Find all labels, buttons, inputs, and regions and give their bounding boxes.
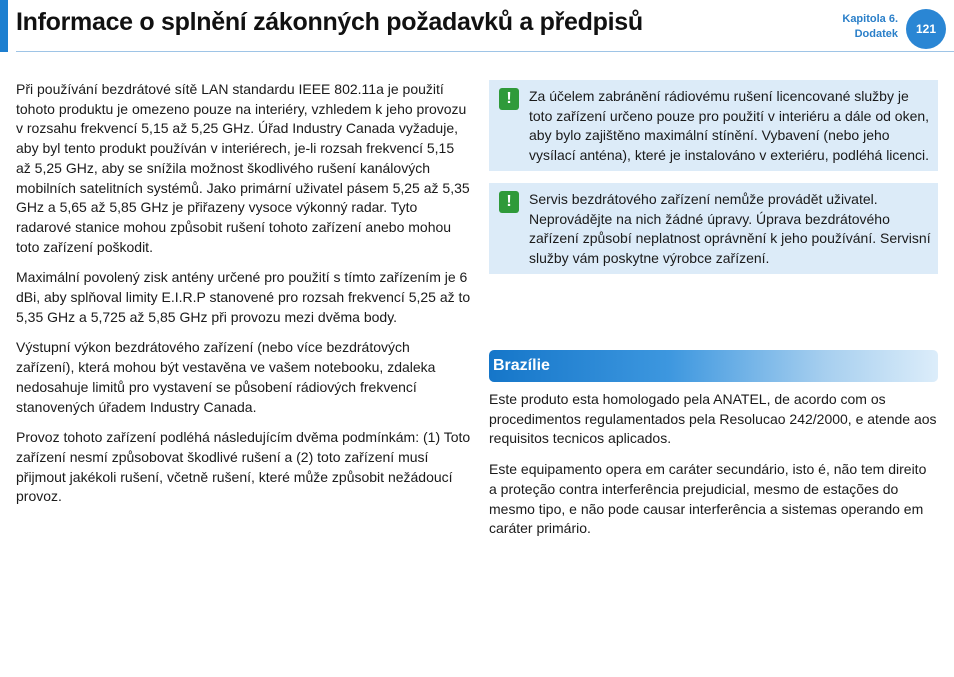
paragraph: Výstupní výkon bezdrátového zařízení (nebo více bezdrátových zařízení), která mohou být vestavěna ve vašem notebooku, zdaleka nedosahuje limitů pro vystavení se působení rádiových frekvencí stanovených úřadem Industry Canada. (16, 339, 436, 415)
note-text: Za účelem zabránění rádiovému rušení licencované služby je toto zařízení určeno pouze pro použití v interiéru a dále od oken, aby bylo zajištěno maximální stínění. Vybavení (nebo jeho vysílací anténa), které je instalováno v exteriéru, podléhá licenci. (529, 88, 930, 163)
brazil-section-body (489, 390, 938, 539)
paragraph: Este produto esta homologado pela ANATEL, de acordo com os procedimentos regulamentados pela Resolucao 242/2000, e atende aos requisitos tecnicos aplicados. (489, 391, 937, 447)
chapter-label: Kapitola 6. (842, 13, 898, 25)
note-text: Servis bezdrátového zařízení nemůže provádět uživatel. Neprovádějte na nich žádné úpravy. Úprava bezdrátového zařízení způsobí neplatnost oprávnění k jeho používání. Servisní služby vám poskytne výrobce zařízení. (529, 191, 931, 266)
page-title: Informace o splnění zákonných požadavků a předpisů (16, 8, 643, 36)
section-header-brazil: Brazílie (489, 350, 938, 382)
header-divider (16, 51, 954, 52)
right-column (489, 80, 938, 550)
paragraph: Maximální povolený zisk antény určené pro použití s tímto zařízením je 6 dBi, aby splňoval limity E.I.R.P stanovené pro rozsah frekvencí 5,25 až to 5,35 GHz a 5,725 až 5,85 GHz při provozu mezi dvěma body. (16, 269, 471, 325)
warning-note (489, 80, 938, 171)
paragraph: Při používání bezdrátové sítě LAN standardu IEEE 802.11a je použití tohoto produktu je omezeno pouze na interiéry, vzhledem k jeho provozu v rozsahu frekvencí 5,15 až 5,25 GHz. Úřad Industry Canada vyžaduje, aby byl tento produkt používán v interiérech, je-li rozsah frekvencí 5,15 až 5,25 GHz, aby se snížila možnost škodlivého rušení kanálových mobilních satelitních systémů. Jako primární uživatel pásem 5,25 až 5,35 GHz a 5,65 až 5,85 GHz je přiřazeny vysoce výkonný radar. Tyto radarové stanice mohou způsobit rušení tohoto zařízení anebo mohou toto zařízení poškodit. (16, 81, 470, 255)
chapter-info (842, 12, 898, 42)
page-number-badge: 121 (906, 9, 946, 49)
header-accent-bar (0, 0, 8, 52)
warning-note (489, 183, 938, 274)
paragraph: Este equipamento opera em caráter secundário, isto é, não tem direito a proteção contra interferência prejudicial, mesmo de estações do mesmo tipo, e não pode causar interferência a sistemas operando em caráter primário. (489, 461, 927, 537)
paragraph: Provoz tohoto zařízení podléhá následujícím dvěma podmínkám: (1) Toto zařízení nesmí způsobovat škodlivé rušení a (2) toto zařízení musí přijmout jakékoli rušení, včetně rušení, které může způsobit nežádoucí provoz. (16, 429, 471, 505)
left-column (16, 80, 471, 518)
warning-icon: ! (499, 191, 519, 213)
warning-icon: ! (499, 88, 519, 110)
section-label: Dodatek (854, 28, 898, 40)
